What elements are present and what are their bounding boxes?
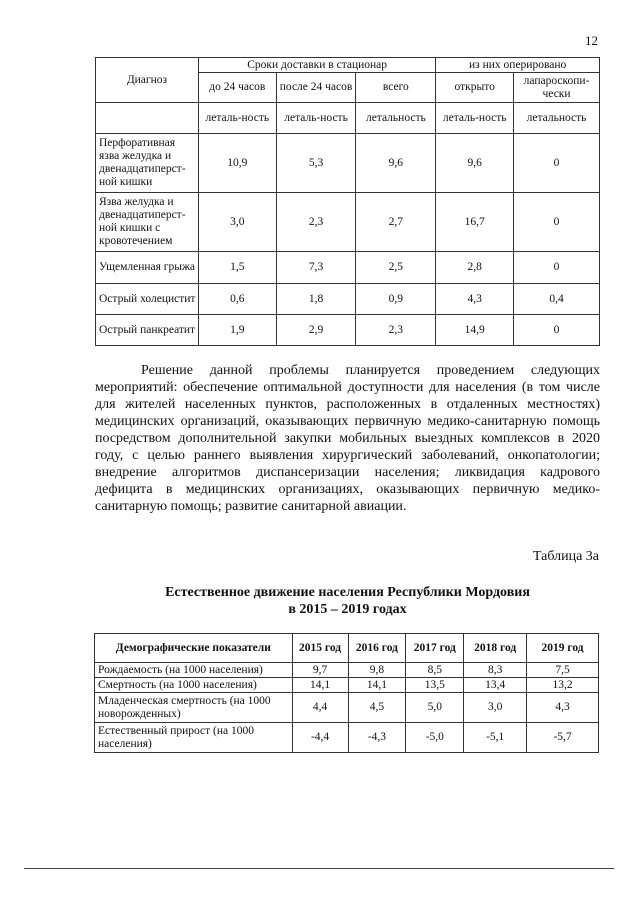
diagnosis-cell: Острый холецистит — [96, 284, 199, 315]
value-cell: 9,8 — [348, 663, 406, 678]
value-cell: 7,5 — [527, 663, 599, 678]
metric-header: леталь-ность — [436, 103, 514, 134]
value-cell: 2,9 — [276, 315, 356, 346]
metric-header: летальность — [356, 103, 436, 134]
value-cell: 0 — [514, 193, 600, 252]
value-cell: 0,9 — [356, 284, 436, 315]
value-cell: 10,9 — [198, 134, 276, 193]
value-cell: 13,2 — [527, 678, 599, 693]
delivery-time-header: Сроки доставки в стационар — [198, 58, 435, 73]
year-header: 2015 год — [292, 634, 348, 663]
value-cell: -4,3 — [348, 723, 406, 753]
value-cell: 0 — [514, 252, 600, 284]
table-title — [95, 584, 600, 618]
sub-header: лапароскопи-чески — [514, 73, 600, 103]
value-cell: 4,4 — [292, 693, 348, 723]
value-cell: 4,3 — [436, 284, 514, 315]
page-number: 12 — [585, 33, 598, 48]
table-label: Таблица 3а — [532, 549, 599, 564]
value-cell: 8,5 — [406, 663, 464, 678]
body-paragraph: Решение данной проблемы планируется проведением следующих мероприятий: обеспечение оптимальной доступности для населения (в том числе для жителей населенных пунктов, расположенных в отдаленных местностях) медицинских организаций, оказывающих первичную медико-санитарную помощь посредством дополнительной закупки мобильных выездных комплексов в 2020 году, с целью раннего выявления хирургический заболеваний, онкопатологии; внедрение алгоритмов диспансеризации населения; ликвидация кадрового дефицита в медицинских организациях, оказывающих первичную медико-санитарную помощь; развитие санитарной авиации. — [95, 363, 600, 514]
value-cell: -5,7 — [527, 723, 599, 753]
operated-header: из них оперировано — [436, 58, 600, 73]
value-cell: 2,8 — [436, 252, 514, 284]
value-cell: -4,4 — [292, 723, 348, 753]
value-cell: 2,7 — [356, 193, 436, 252]
table-title-line-1: Естественное движение населения Республики Мордовия — [165, 585, 530, 600]
value-cell: 13,5 — [406, 678, 464, 693]
value-cell: 0,6 — [198, 284, 276, 315]
year-header: 2019 год — [527, 634, 599, 663]
value-cell: 3,0 — [198, 193, 276, 252]
value-cell: 14,9 — [436, 315, 514, 346]
value-cell: 8,3 — [464, 663, 527, 678]
value-cell: 0 — [514, 315, 600, 346]
metric-header: леталь-ность — [276, 103, 356, 134]
table-row — [96, 252, 600, 284]
value-cell: 1,8 — [276, 284, 356, 315]
diagnosis-header: Диагноз — [96, 58, 199, 103]
table-row — [96, 134, 600, 193]
table-row — [96, 193, 600, 252]
value-cell: 4,5 — [348, 693, 406, 723]
table-row — [95, 693, 599, 723]
table-row — [95, 663, 599, 678]
value-cell: 16,7 — [436, 193, 514, 252]
diagnosis-cell: Ущемленная грыжа — [96, 252, 199, 284]
indicator-label: Рождаемость (на 1000 населения) — [95, 663, 293, 678]
value-cell: -5,0 — [406, 723, 464, 753]
diagnosis-cell: Язва желудка и двенадцатиперст-ной кишки с кровотечением — [96, 193, 199, 252]
indicator-label: Смертность (на 1000 населения) — [95, 678, 293, 693]
value-cell: 14,1 — [348, 678, 406, 693]
bottom-rule — [24, 868, 614, 869]
sub-header: всего — [356, 73, 436, 103]
table-row — [95, 723, 599, 753]
value-cell: 5,0 — [406, 693, 464, 723]
diagnosis-cell: Острый панкреатит — [96, 315, 199, 346]
value-cell: -5,1 — [464, 723, 527, 753]
sub-header: после 24 часов — [276, 73, 356, 103]
table-row — [96, 315, 600, 346]
surgery-mortality-table — [95, 57, 600, 346]
value-cell: 2,5 — [356, 252, 436, 284]
value-cell: 1,5 — [198, 252, 276, 284]
value-cell: 3,0 — [464, 693, 527, 723]
diagnosis-cell: Перфоративная язва желудка и двенадцатиперст-ной кишки — [96, 134, 199, 193]
value-cell: 5,3 — [276, 134, 356, 193]
indicator-label: Младенческая смертность (на 1000 новорожденных) — [95, 693, 293, 723]
indicators-header: Демографические показатели — [95, 634, 293, 663]
metric-header: леталь-ность — [198, 103, 276, 134]
value-cell: 0,4 — [514, 284, 600, 315]
value-cell: 2,3 — [356, 315, 436, 346]
table-row — [95, 678, 599, 693]
value-cell: 9,7 — [292, 663, 348, 678]
table-row — [96, 284, 600, 315]
value-cell: 4,3 — [527, 693, 599, 723]
year-header: 2017 год — [406, 634, 464, 663]
value-cell: 14,1 — [292, 678, 348, 693]
value-cell: 13,4 — [464, 678, 527, 693]
sub-header: открыто — [436, 73, 514, 103]
year-header: 2018 год — [464, 634, 527, 663]
value-cell: 9,6 — [356, 134, 436, 193]
value-cell: 9,6 — [436, 134, 514, 193]
year-header: 2016 год — [348, 634, 406, 663]
value-cell: 1,9 — [198, 315, 276, 346]
value-cell: 0 — [514, 134, 600, 193]
metric-header: летальность — [514, 103, 600, 134]
empty-cell — [96, 103, 199, 134]
sub-header: до 24 часов — [198, 73, 276, 103]
table-title-line-2: в 2015 – 2019 годах — [288, 602, 407, 617]
value-cell: 7,3 — [276, 252, 356, 284]
value-cell: 2,3 — [276, 193, 356, 252]
demographics-table — [94, 633, 599, 753]
indicator-label: Естественный прирост (на 1000 населения) — [95, 723, 293, 753]
